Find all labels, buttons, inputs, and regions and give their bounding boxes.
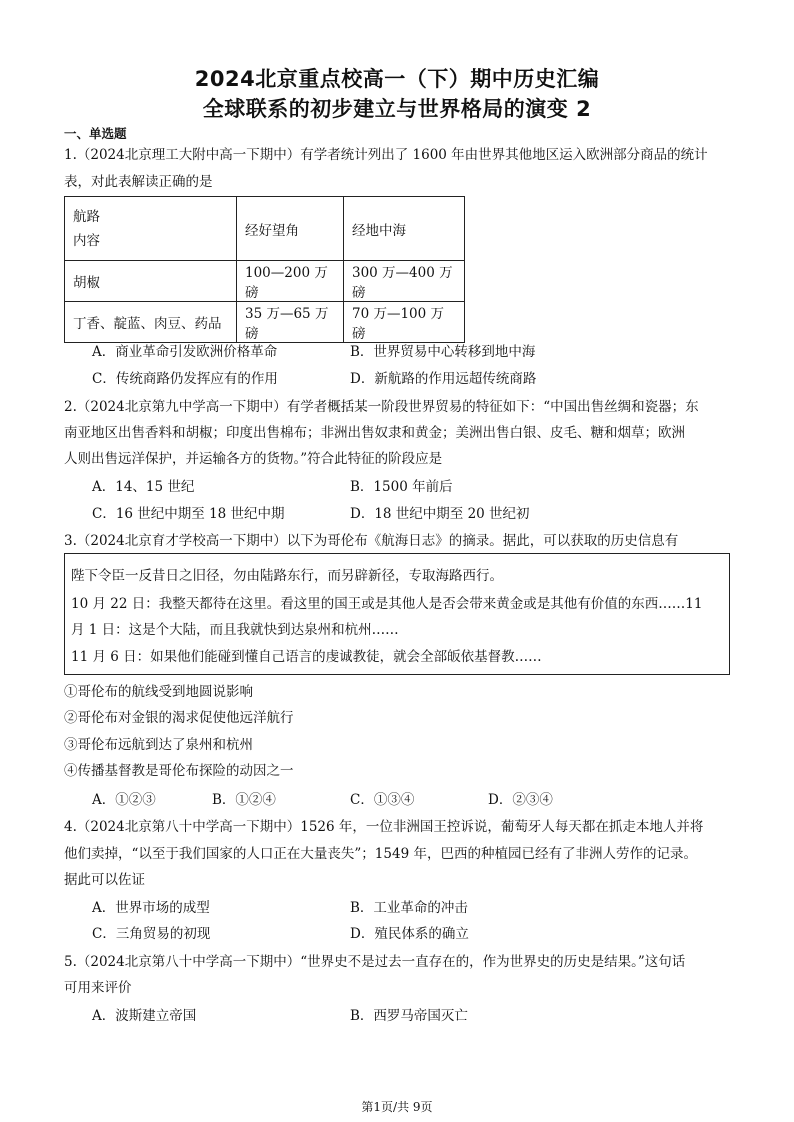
excerpt-line: 10 月 22 日：我整天都待在这里。看这里的国王或是其他人是否会带来黄金或是其他有价值的东西……11 xyxy=(71,596,703,612)
table-cell: 35 万—65 万磅 xyxy=(237,302,344,343)
source-excerpt-box xyxy=(64,553,730,675)
statement-1: ①哥伦布的航线受到地圆说影响 xyxy=(64,684,253,700)
q4-stem-line-2: 他们卖掉，“以至于我们国家的人口正在大量丧失”；1549 年，巴西的种植园已经有了非洲人劳作的记录。 xyxy=(64,846,697,862)
statistics-table xyxy=(64,196,465,343)
table-corner-cell xyxy=(65,197,237,261)
q3-option-a[interactable]: A．①②③ xyxy=(92,792,156,808)
q2-stem-line-2: 南亚地区出售香料和胡椒；印度出售棉布；非洲出售奴隶和黄金；美洲出售白银、皮毛、糖和烟草；欧洲 xyxy=(64,425,685,441)
column-header: 经地中海 xyxy=(344,197,465,261)
excerpt-line: 陛下令臣一反昔日之旧径，勿由陆路东行，而另辟新径，专取海路西行。 xyxy=(71,568,503,584)
q4-stem-line-3: 据此可以佐证 xyxy=(64,872,145,888)
q2-stem-line-1: 2.（2024北京第九中学高一下期中）有学者概括某一阶段世界贸易的特征如下：“中国出售丝绸和瓷器；东 xyxy=(64,399,699,415)
column-header: 经好望角 xyxy=(237,197,344,261)
page-subtitle: 全球联系的初步建立与世界格局的演变 2 xyxy=(202,97,592,121)
q2-option-c[interactable]: C．16 世纪中期至 18 世纪中期 xyxy=(92,506,285,522)
q5-option-b[interactable]: B．西罗马帝国灭亡 xyxy=(350,1008,468,1024)
q3-option-b[interactable]: B．①②④ xyxy=(212,792,276,808)
table-cell: 胡椒 xyxy=(65,261,237,302)
table-header-row xyxy=(65,197,465,261)
corner-label-route: 航路 xyxy=(73,208,100,225)
q5-stem-line-1: 5.（2024北京第八十中学高一下期中）“世界史不是过去一直存在的，作为世界史的历史是结果。”这句话 xyxy=(64,954,686,970)
corner-label-content: 内容 xyxy=(73,232,100,249)
q5-stem-line-2: 可用来评价 xyxy=(64,980,132,996)
excerpt-line: 月 1 日：这是个大陆，而且我就快到达泉州和杭州…… xyxy=(71,622,399,638)
table-row xyxy=(65,302,465,343)
q2-stem-line-3: 人则出售远洋保护，并运输各方的货物。”符合此特征的阶段应是 xyxy=(64,451,443,467)
page-title: 2024北京重点校高一（下）期中历史汇编 xyxy=(194,67,600,91)
excerpt-line: 11 月 6 日：如果他们能碰到懂自己语言的虔诚教徒，就会全部皈依基督教…… xyxy=(71,649,542,665)
statement-3: ③哥伦布远航到达了泉州和杭州 xyxy=(64,737,253,753)
q4-option-a[interactable]: A．世界市场的成型 xyxy=(92,900,210,916)
q2-option-d[interactable]: D．18 世纪中期至 20 世纪初 xyxy=(350,506,530,522)
table-cell: 100—200 万磅 xyxy=(237,261,344,302)
table-cell: 300 万—400 万磅 xyxy=(344,261,465,302)
statement-4: ④传播基督教是哥伦布探险的动因之一 xyxy=(64,763,294,779)
q2-option-b[interactable]: B．1500 年前后 xyxy=(350,479,453,495)
q1-option-b[interactable]: B．世界贸易中心转移到地中海 xyxy=(350,344,536,360)
q1-stem-line-1: 1.（2024北京理工大附中高一下期中）有学者统计列出了 1600 年由世界其他地区运入欧洲部分商品的统计 xyxy=(64,147,708,163)
q1-option-c[interactable]: C．传统商路仍发挥应有的作用 xyxy=(92,371,278,387)
q4-option-c[interactable]: C．三角贸易的初现 xyxy=(92,926,211,942)
q1-option-d[interactable]: D．新航路的作用远超传统商路 xyxy=(350,371,537,387)
q2-option-a[interactable]: A．14、15 世纪 xyxy=(92,479,195,495)
q1-stem-line-2: 表，对此表解读正确的是 xyxy=(64,174,213,190)
q3-stem-line-1: 3.（2024北京育才学校高一下期中）以下为哥伦布《航海日志》的摘录。据此，可以获取的历史信息有 xyxy=(64,533,679,549)
q3-option-d[interactable]: D．②③④ xyxy=(488,792,553,808)
table-cell: 丁香、靛蓝、肉豆、药品 xyxy=(65,302,237,343)
q4-stem-line-1: 4.（2024北京第八十中学高一下期中）1526 年，一位非洲国王控诉说，葡萄牙人每天都在抓走本地人并将 xyxy=(64,819,704,835)
page-number: 第1页/共 9页 xyxy=(361,1100,433,1114)
q4-option-b[interactable]: B．工业革命的冲击 xyxy=(350,900,468,916)
q3-option-c[interactable]: C．①③④ xyxy=(350,792,415,808)
statement-2: ②哥伦布对金银的渴求促使他远洋航行 xyxy=(64,710,294,726)
q1-option-a[interactable]: A．商业革命引发欧洲价格革命 xyxy=(92,344,278,360)
table-row xyxy=(65,261,465,302)
q4-option-d[interactable]: D．殖民体系的确立 xyxy=(350,926,469,942)
section-heading: 一、单选题 xyxy=(64,126,127,141)
table-cell: 70 万—100 万磅 xyxy=(344,302,465,343)
q5-option-a[interactable]: A．波斯建立帝国 xyxy=(92,1008,197,1024)
